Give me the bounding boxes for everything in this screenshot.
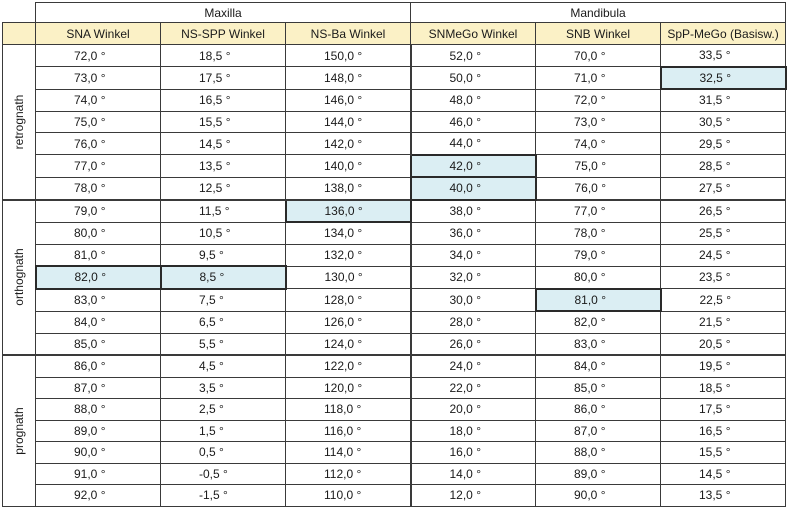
cell-sna: 81,0 °	[36, 244, 161, 266]
cell-snb: 85,0 °	[536, 377, 661, 399]
col-header-ns-ba: NS-Ba Winkel	[286, 23, 411, 45]
column-header-row	[3, 23, 786, 45]
cell-spp-mego: 26,5 °	[661, 200, 786, 223]
cephalometric-angle-table	[2, 2, 787, 507]
cell-ns-spp: 6,5 °	[161, 311, 286, 333]
table-row	[3, 111, 786, 133]
cell-ns-ba: 126,0 °	[286, 311, 411, 333]
cell-snmego: 34,0 °	[411, 244, 536, 266]
category-prognath	[3, 355, 36, 506]
category-header-cell	[3, 23, 36, 45]
cell-sna: 85,0 °	[36, 333, 161, 355]
cell-spp-mego: 16,5 °	[661, 420, 786, 442]
cell-sna: 79,0 °	[36, 200, 161, 223]
cell-snb: 76,0 °	[536, 177, 661, 200]
cell-ns-spp: 18,5 °	[161, 45, 286, 67]
cell-sna: 72,0 °	[36, 45, 161, 67]
cell-snb: 77,0 °	[536, 200, 661, 223]
cell-ns-spp: -1,5 °	[161, 485, 286, 507]
cell-spp-mego: 13,5 °	[661, 485, 786, 507]
cell-snmego: 44,0 °	[411, 133, 536, 155]
cell-snmego: 20,0 °	[411, 399, 536, 421]
cell-spp-mego: 22,5 °	[661, 289, 786, 312]
cell-ns-ba: 120,0 °	[286, 377, 411, 399]
cell-ns-ba: 128,0 °	[286, 289, 411, 312]
cell-snmego: 50,0 °	[411, 67, 536, 90]
table-row	[3, 399, 786, 421]
category-retrognath	[3, 45, 36, 200]
cell-snb: 86,0 °	[536, 399, 661, 421]
cell-spp-mego: 25,5 °	[661, 222, 786, 244]
table-row	[3, 177, 786, 200]
cell-ns-spp: 0,5 °	[161, 442, 286, 464]
table-row	[3, 222, 786, 244]
cell-sna: 73,0 °	[36, 67, 161, 90]
cell-spp-mego: 24,5 °	[661, 244, 786, 266]
cell-snmego: 40,0 °	[411, 177, 536, 200]
group-mandibula: Mandibula	[411, 3, 786, 23]
cell-sna: 86,0 °	[36, 355, 161, 377]
cell-snmego: 28,0 °	[411, 311, 536, 333]
cell-sna: 78,0 °	[36, 177, 161, 200]
cell-snb: 75,0 °	[536, 155, 661, 178]
cell-snb: 74,0 °	[536, 133, 661, 155]
cell-snb: 78,0 °	[536, 222, 661, 244]
category-orthognath	[3, 200, 36, 356]
cell-snmego: 32,0 °	[411, 266, 536, 289]
cell-snmego: 24,0 °	[411, 355, 536, 377]
cell-sna: 90,0 °	[36, 442, 161, 464]
cell-spp-mego: 14,5 °	[661, 463, 786, 485]
group-header-row	[3, 3, 786, 23]
table-row	[3, 377, 786, 399]
cell-ns-ba: 110,0 °	[286, 485, 411, 507]
category-label: prognath	[12, 407, 26, 455]
cell-spp-mego: 17,5 °	[661, 399, 786, 421]
cell-spp-mego: 18,5 °	[661, 377, 786, 399]
cell-sna: 89,0 °	[36, 420, 161, 442]
cell-ns-spp: 12,5 °	[161, 177, 286, 200]
cell-snb: 83,0 °	[536, 333, 661, 355]
cell-ns-ba: 116,0 °	[286, 420, 411, 442]
cell-sna: 88,0 °	[36, 399, 161, 421]
table-row	[3, 289, 786, 312]
cell-ns-spp: 17,5 °	[161, 67, 286, 90]
cell-snmego: 22,0 °	[411, 377, 536, 399]
cell-snmego: 42,0 °	[411, 155, 536, 178]
cell-snb: 81,0 °	[536, 289, 661, 312]
cell-spp-mego: 23,5 °	[661, 266, 786, 289]
cell-ns-ba: 150,0 °	[286, 45, 411, 67]
cell-ns-ba: 114,0 °	[286, 442, 411, 464]
table-row	[3, 333, 786, 355]
cell-spp-mego: 28,5 °	[661, 155, 786, 178]
cell-sna: 75,0 °	[36, 111, 161, 133]
cell-snmego: 52,0 °	[411, 45, 536, 67]
col-header-snb: SNB Winkel	[536, 23, 661, 45]
cell-ns-spp: -0,5 °	[161, 463, 286, 485]
cell-ns-ba: 132,0 °	[286, 244, 411, 266]
cell-snb: 73,0 °	[536, 111, 661, 133]
cell-sna: 83,0 °	[36, 289, 161, 312]
cell-snmego: 26,0 °	[411, 333, 536, 355]
cell-sna: 84,0 °	[36, 311, 161, 333]
cell-spp-mego: 27,5 °	[661, 177, 786, 200]
cell-sna: 80,0 °	[36, 222, 161, 244]
cell-sna: 76,0 °	[36, 133, 161, 155]
cell-snmego: 30,0 °	[411, 289, 536, 312]
table-row	[3, 420, 786, 442]
cell-ns-spp: 13,5 °	[161, 155, 286, 178]
cell-spp-mego: 32,5 °	[661, 67, 786, 90]
cell-sna: 74,0 °	[36, 89, 161, 111]
cell-sna: 87,0 °	[36, 377, 161, 399]
cell-snmego: 48,0 °	[411, 89, 536, 111]
cell-ns-ba: 112,0 °	[286, 463, 411, 485]
table-row	[3, 485, 786, 507]
cell-snb: 80,0 °	[536, 266, 661, 289]
cell-ns-spp: 2,5 °	[161, 399, 286, 421]
cell-spp-mego: 33,5 °	[661, 45, 786, 67]
table-row	[3, 45, 786, 67]
cell-spp-mego: 15,5 °	[661, 442, 786, 464]
cell-ns-ba: 138,0 °	[286, 177, 411, 200]
cell-ns-spp: 7,5 °	[161, 289, 286, 312]
col-header-spp-mego: SpP-MeGo (Basisw.)	[661, 23, 786, 45]
cell-ns-ba: 134,0 °	[286, 222, 411, 244]
cell-ns-spp: 4,5 °	[161, 355, 286, 377]
cell-snb: 90,0 °	[536, 485, 661, 507]
cell-snb: 72,0 °	[536, 89, 661, 111]
cell-spp-mego: 19,5 °	[661, 355, 786, 377]
table-row	[3, 133, 786, 155]
cell-ns-ba: 144,0 °	[286, 111, 411, 133]
cell-snb: 71,0 °	[536, 67, 661, 90]
category-label: retrognath	[12, 94, 26, 150]
category-label: orthognath	[11, 248, 26, 306]
group-maxilla: Maxilla	[36, 3, 411, 23]
cell-spp-mego: 30,5 °	[661, 111, 786, 133]
table-row	[3, 89, 786, 111]
cell-spp-mego: 20,5 °	[661, 333, 786, 355]
cell-snmego: 16,0 °	[411, 442, 536, 464]
table-row	[3, 355, 786, 377]
cell-ns-ba: 124,0 °	[286, 333, 411, 355]
cell-ns-ba: 122,0 °	[286, 355, 411, 377]
table-row	[3, 155, 786, 178]
cell-snb: 82,0 °	[536, 311, 661, 333]
cell-snb: 79,0 °	[536, 244, 661, 266]
col-header-ns-spp: NS-SPP Winkel	[161, 23, 286, 45]
table-row	[3, 67, 786, 90]
cell-spp-mego: 31,5 °	[661, 89, 786, 111]
table-row	[3, 463, 786, 485]
cell-ns-ba: 146,0 °	[286, 89, 411, 111]
table-row	[3, 200, 786, 223]
cell-sna: 82,0 °	[36, 266, 161, 289]
cell-ns-spp: 11,5 °	[161, 200, 286, 223]
cell-ns-spp: 14,5 °	[161, 133, 286, 155]
cell-sna: 92,0 °	[36, 485, 161, 507]
cell-ns-spp: 9,5 °	[161, 244, 286, 266]
table-row	[3, 266, 786, 289]
cell-ns-ba: 148,0 °	[286, 67, 411, 90]
cell-sna: 77,0 °	[36, 155, 161, 178]
corner-cell	[3, 3, 36, 23]
cell-ns-ba: 118,0 °	[286, 399, 411, 421]
table-row	[3, 244, 786, 266]
cell-spp-mego: 21,5 °	[661, 311, 786, 333]
cell-ns-spp: 5,5 °	[161, 333, 286, 355]
cell-ns-spp: 10,5 °	[161, 222, 286, 244]
cell-snmego: 38,0 °	[411, 200, 536, 223]
cell-snmego: 14,0 °	[411, 463, 536, 485]
table-row	[3, 442, 786, 464]
cell-ns-ba: 136,0 °	[286, 200, 411, 223]
table-row	[3, 311, 786, 333]
cell-ns-spp: 16,5 °	[161, 89, 286, 111]
cell-snb: 70,0 °	[536, 45, 661, 67]
cell-snb: 87,0 °	[536, 420, 661, 442]
cell-sna: 91,0 °	[36, 463, 161, 485]
cell-ns-ba: 140,0 °	[286, 155, 411, 178]
cell-snb: 89,0 °	[536, 463, 661, 485]
cell-snmego: 46,0 °	[411, 111, 536, 133]
cell-ns-spp: 8,5 °	[161, 266, 286, 289]
cell-ns-spp: 15,5 °	[161, 111, 286, 133]
col-header-sna: SNA Winkel	[36, 23, 161, 45]
cell-ns-ba: 130,0 °	[286, 266, 411, 289]
cell-ns-spp: 3,5 °	[161, 377, 286, 399]
cell-snmego: 36,0 °	[411, 222, 536, 244]
cell-snb: 84,0 °	[536, 355, 661, 377]
cell-snb: 88,0 °	[536, 442, 661, 464]
cell-snmego: 12,0 °	[411, 485, 536, 507]
cell-snmego: 18,0 °	[411, 420, 536, 442]
cell-ns-spp: 1,5 °	[161, 420, 286, 442]
cell-spp-mego: 29,5 °	[661, 133, 786, 155]
cell-ns-ba: 142,0 °	[286, 133, 411, 155]
col-header-snmego: SNMeGo Winkel	[411, 23, 536, 45]
